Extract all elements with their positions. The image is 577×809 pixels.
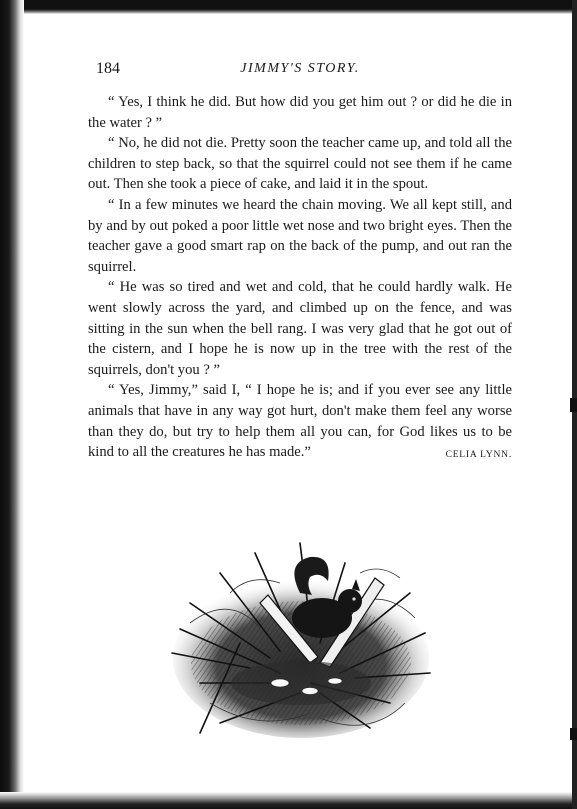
paragraph: “ In a few minutes we heard the chain moving. We all kept still, and by and by out poked a poor little wet nose and two bright eyes. Then the teacher gave a good smart rap on the back of the pump, and out ran the squirrel. (88, 196, 512, 275)
page-number: 184 (96, 60, 120, 77)
story-text (88, 92, 512, 463)
running-title: JIMMY'S STORY. (240, 61, 360, 76)
scan-edge-top (0, 0, 577, 14)
scan-edge-left (0, 0, 24, 809)
paragraph: “ Yes, I think he did. But how did you get him out ? or did he die in the water ? ” (88, 94, 512, 131)
paragraph: “ He was so tired and wet and cold, that he could hardly walk. He went slowly across the yard, and climbed up on the fence, and was sitting in the sun when the bell rang. I was very glad that he got out of the cistern, and I hope he is now up in the tree with the rest of the squirrels, don't you ? ” (88, 279, 512, 378)
scan-speck (570, 398, 577, 412)
author-signature: CELIA LYNN. (445, 449, 512, 460)
running-head (88, 56, 512, 80)
paragraph: “ No, he did not die. Pretty soon the teacher came up, and told all the children to step back, so that the squirrel could not see them if he came out. Then she took a piece of cake, and laid it in the spout. (88, 135, 512, 193)
paragraph: “ Yes, Jimmy,” said I, “ I hope he is; and if you ever see any little animals that have in any way got hurt, don't make them feel any worse than they do, but try to help them all you can, for God likes us to be kind to all the creatures he has made.” (88, 382, 512, 461)
scan-edge-bottom (0, 792, 577, 809)
squirrel-nest-engraving (160, 533, 442, 745)
scan-speck (570, 728, 577, 740)
book-page (88, 56, 512, 460)
